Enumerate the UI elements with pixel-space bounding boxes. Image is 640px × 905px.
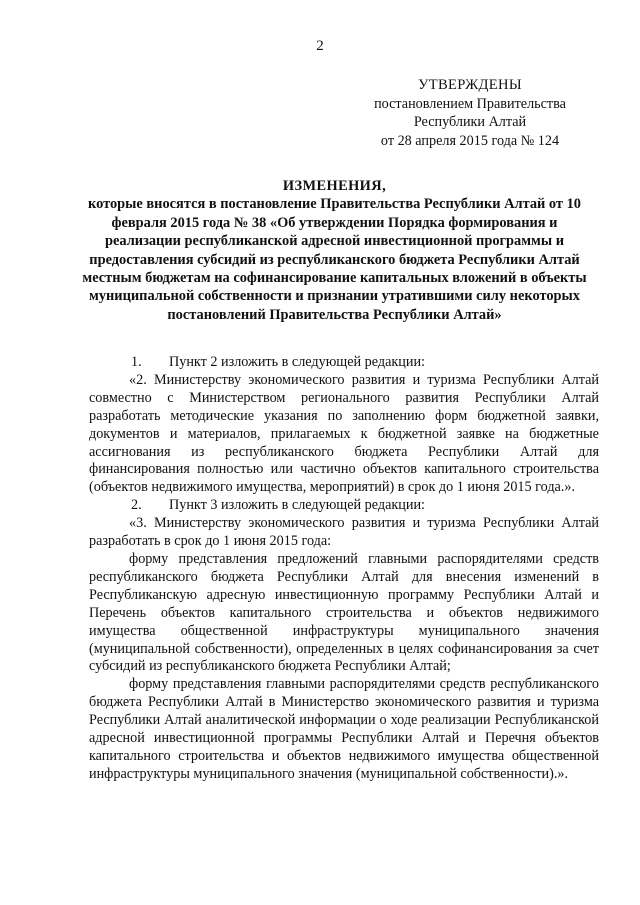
list-item-text: Пункт 3 изложить в следующей редакции: <box>169 497 425 514</box>
approval-line-3: от 28 апреля 2015 года № 124 <box>380 132 560 149</box>
approval-title: УТВЕРЖДЕНЫ <box>418 77 522 93</box>
page-number: 2 <box>316 38 324 54</box>
approval-line-2: Республики Алтай <box>413 114 527 130</box>
paragraph-point-3-item-1: форму представления предложений главными распорядителями средств республиканского бюджета Республики Алтай для внесения изменений в Республиканскую адресную инвестиционную программу Республики Алтай и Перечень объектов капитального строительства и объектов недвижимого имущества общественной инфраструктуры муниципального значения (муниципальной собственности), определенных в целях софинансирования за счет субсидий из республиканского бюджета Республики Алтай; <box>89 550 599 675</box>
list-item-number: 1. <box>131 354 142 370</box>
list-item-1 <box>89 354 599 372</box>
document-body <box>89 354 599 784</box>
list-item-2 <box>89 497 599 515</box>
title-heading: ИЗМЕНЕНИЯ, <box>282 178 387 194</box>
paragraph-point-3-item-2: форму представления главными распорядителями средств республиканского бюджета Республики Алтай в Министерство экономического развития и туризма Республики Алтай аналитической информации о ходе реализации Республиканской адресной инвестиционной программы Республики Алтай и Перечня объектов капитального строительства и объектов недвижимого имущества общественной инфраструктуры муниципального значения (муниципальной собственности).». <box>89 676 599 782</box>
approval-line-1: постановлением Правительства <box>374 95 566 112</box>
paragraph-point-3-intro: «3. Министерству экономического развития и туризма Республики Алтай разработать в срок до 1 июня 2015 года: <box>89 515 599 550</box>
list-item-text: Пункт 2 изложить в следующей редакции: <box>169 354 425 370</box>
approval-stamp <box>340 76 600 150</box>
paragraph-point-2: «2. Министерству экономического развития и туризма Республики Алтай совместно с Министерством регионального развития Республики Алтай разработать методические указания по заполнению форм бюджетной заявки, документов и материалов, прилагаемых к бюджетной заявке на бюджетные ассигнования из республиканского бюджета Республики Алтай для финансирования полностью или частично объектов капитального строительства (объектов недвижимого имущества, мероприятий) в срок до 1 июня 2015 года.». <box>89 371 599 496</box>
document-title <box>82 177 587 324</box>
title-text: которые вносятся в постановление Правительства Республики Алтай от 10 февраля 2015 года № 38 «Об утверждении Порядка формирования и реализации республиканской адресной инвестиционной программы и предоставления субсидий из республиканского бюджета Республики Алтай местным бюджетам на софинансирование капитальных вложений в объекты муниципальной собственности и признании утратившими силу некоторых постановлений Правительства Республики Алтай» <box>82 196 587 323</box>
list-item-number: 2. <box>131 497 142 514</box>
